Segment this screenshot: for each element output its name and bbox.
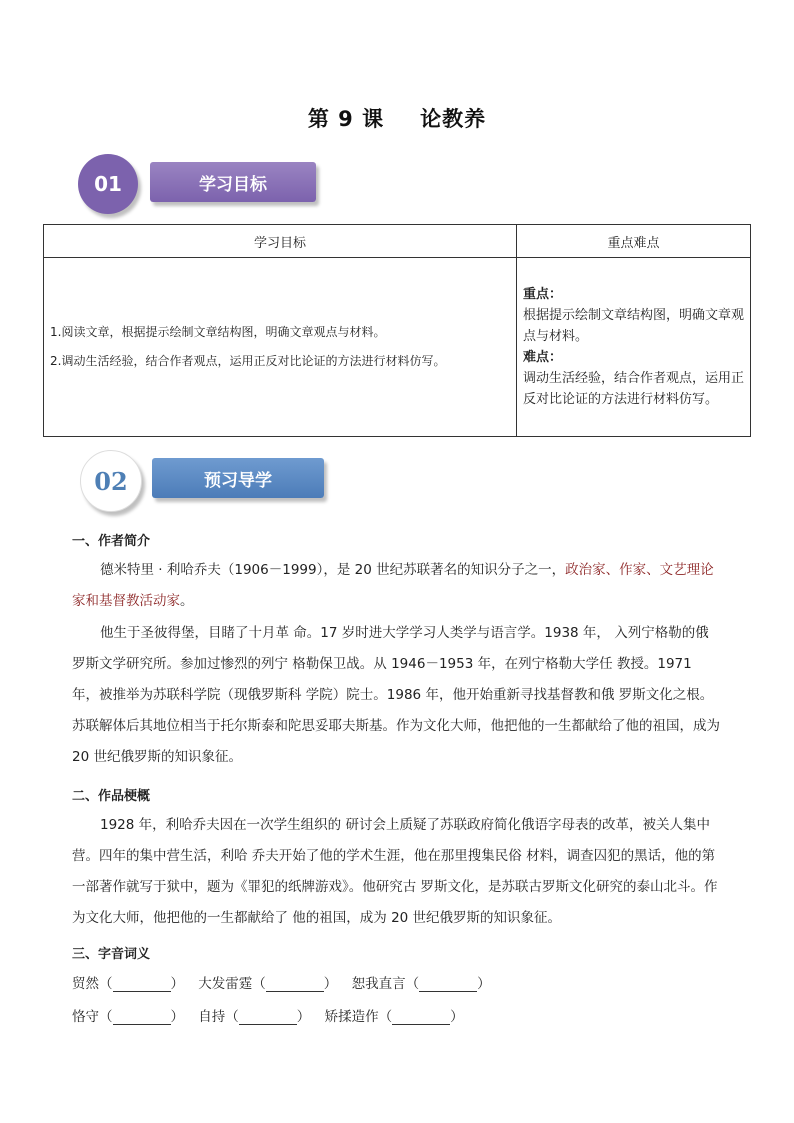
section-number: 02 [80,450,142,512]
synopsis-paragraph: 1928 年，利哈乔夫因在一次学生组织的 研讨会上质疑了苏联政府简化俄语字母表的改革，被关人集中营。四年的集中营生活，利哈 乔夫开始了他的学术生涯，他在那里搜集民俗 材料，调查囚犯的黑话，他的第一部著作就写于狱中，题为《罪犯的纸牌游戏》。他研究古 罗斯文化，是苏联古罗斯文化研究的泰山北斗。作为文化大师，他把他的一生都献给了 他的祖国，成为 20 世纪俄罗斯的知识象征。 [72,817,718,926]
table-header-goals: 学习目标 [44,225,517,258]
answer-blank[interactable] [113,977,171,992]
hard-text: 调动生活经验，结合作者观点，运用正反对比论证的方法进行材料仿写。 [523,371,745,407]
answer-blank[interactable] [419,977,477,992]
answer-blank[interactable] [239,1010,297,1025]
table-header-keypoints: 重点难点 [517,225,751,258]
heading-synopsis: 二、作品梗概 [72,789,151,804]
keypoints-cell [517,258,751,437]
vocab-row-1: 贸然（ ） 大发雷霆（ ） 恕我直言（ ） [72,976,491,992]
goals-cell [44,258,517,437]
goals-table [43,224,751,437]
vocab-row-2: 恪守（ ） 自持（ ） 矫揉造作（ ） [72,1009,464,1025]
highlighted-roles: 政治家、作家、文艺理论家和基督教活动家 [72,562,714,609]
author-paragraph-2: 他生于圣彼得堡，目睹了十月革 命。17 岁时进大学学习人类学与语言学。1938 年， 入列宁格勒的俄罗斯文学研究所。参加过惨烈的列宁 格勒保卫战。从 1946－1953 年，在列宁格勒大学任 教授。1971 年，被推举为苏联科学院（现俄罗斯科 学院）院士。1986 年，他开始重新寻找基督教和俄 罗斯文化之根。苏联解体后其地位相当于托尔斯泰和陀思妥耶夫斯基。作为文化大师，他把他的一生都献给了他的祖国，成为 20 世纪俄罗斯的知识象征。 [72,625,720,765]
goal-item: 1.阅读文章，根据提示绘制文章结构图，明确文章观点与材料。 [50,325,386,339]
section-label: 预习导学 [152,458,324,498]
section-number: 01 [78,154,138,214]
goal-item: 2.调动生活经验，结合作者观点，运用正反对比论证的方法进行材料仿写。 [50,354,446,368]
heading-author: 一、作者简介 [72,534,151,549]
answer-blank[interactable] [266,977,324,992]
answer-blank[interactable] [113,1010,171,1025]
lesson-number: 第 9 课 [307,107,385,131]
answer-blank[interactable] [392,1010,450,1025]
key-label: 重点： [523,287,563,302]
section-badge-goals [78,154,318,214]
page-title [0,103,794,133]
author-paragraph-1: 德米特里 · 利哈乔夫（1906－1999），是 20 世纪苏联著名的知识分子之一，政治家、作家、文艺理论家和基督教活动家。 [72,562,714,609]
key-text: 根据提示绘制文章结构图，明确文章观点与材料。 [523,308,745,344]
section-label: 学习目标 [150,162,316,202]
lesson-name: 论教养 [420,107,487,131]
heading-vocab: 三、字音词义 [72,947,151,962]
hard-label: 难点： [523,350,563,365]
section-badge-preview [80,450,330,510]
